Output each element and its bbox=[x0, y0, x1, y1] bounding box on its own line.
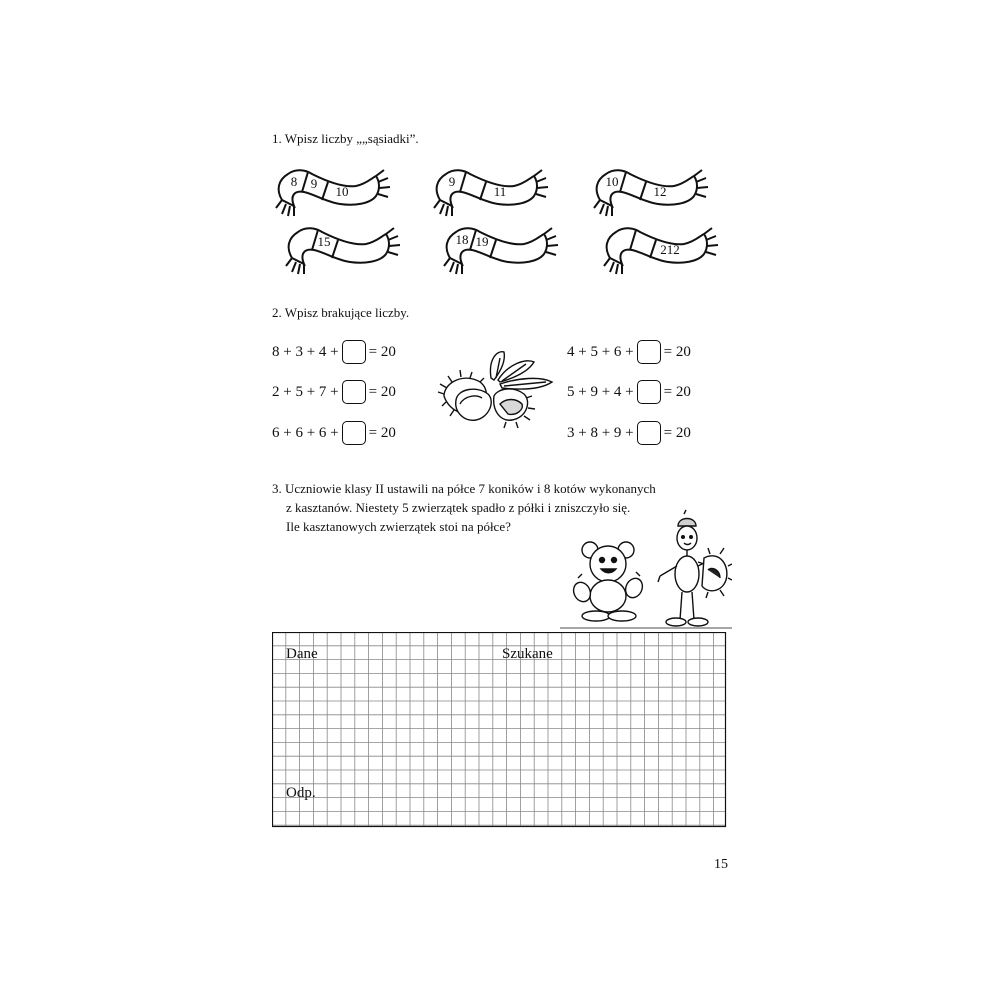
scarf-number: 18 bbox=[455, 232, 469, 247]
equation-result: = 20 bbox=[368, 343, 396, 360]
equation-result: = 20 bbox=[663, 424, 691, 441]
grid-label-odp: Odp. bbox=[286, 785, 316, 801]
scarf bbox=[272, 160, 402, 220]
equation-left-1 bbox=[272, 340, 396, 364]
scarf-number: 212 bbox=[660, 242, 680, 257]
task3-line-1: 3. Uczniowie klasy II ustawili na półce 7 koników i 8 kotów wykonanych bbox=[272, 481, 656, 496]
equation-left-3 bbox=[272, 421, 396, 445]
answer-box[interactable] bbox=[342, 340, 366, 364]
task3-line-2: z kasztanów. Niestety 5 zwierzątek spadło z półki i zniszczyło się. bbox=[286, 500, 631, 515]
equation-result: = 20 bbox=[663, 343, 691, 360]
equation-expr: 8 + 3 + 4 + bbox=[272, 343, 339, 360]
scarf-number: 10 bbox=[335, 184, 349, 199]
equation-result: = 20 bbox=[368, 383, 396, 400]
grid-label-dane: Dane bbox=[286, 646, 318, 662]
task1-title: 1. Wpisz liczby „„sąsiadki”. bbox=[272, 131, 419, 146]
scarf bbox=[600, 218, 730, 278]
scarf-number: 10 bbox=[605, 174, 619, 189]
scarf-number: 9 bbox=[310, 176, 318, 191]
equation-expr: 6 + 6 + 6 + bbox=[272, 424, 339, 441]
equation-expr: 2 + 5 + 7 + bbox=[272, 383, 339, 400]
answer-grid[interactable] bbox=[272, 632, 728, 828]
page-number: 15 bbox=[714, 857, 728, 872]
scarf-number: 9 bbox=[448, 174, 456, 189]
equation-expr: 4 + 5 + 6 + bbox=[567, 343, 634, 360]
equation-result: = 20 bbox=[663, 383, 691, 400]
equation-expr: 5 + 9 + 4 + bbox=[567, 383, 634, 400]
chestnut-leaves-illustration bbox=[436, 348, 556, 430]
scarf-number: 11 bbox=[493, 184, 507, 199]
grid-label-szukane: Szukane bbox=[502, 646, 553, 662]
equation-expr: 3 + 8 + 9 + bbox=[567, 424, 634, 441]
task2-title: 2. Wpisz brakujące liczby. bbox=[272, 305, 410, 320]
scarf-number: 19 bbox=[475, 234, 489, 249]
scarf bbox=[282, 218, 412, 278]
scarf bbox=[440, 218, 570, 278]
answer-box[interactable] bbox=[637, 380, 661, 404]
answer-box[interactable] bbox=[637, 421, 661, 445]
answer-box[interactable] bbox=[342, 380, 366, 404]
scarf bbox=[590, 160, 720, 220]
equation-right-3 bbox=[567, 421, 691, 445]
equation-left-2 bbox=[272, 380, 396, 404]
scarf-number: 8 bbox=[290, 174, 298, 189]
answer-box[interactable] bbox=[342, 421, 366, 445]
equation-right-1 bbox=[567, 340, 691, 364]
scarf-number: 12 bbox=[653, 184, 667, 199]
task3-line-3: Ile kasztanowych zwierzątek stoi na półce? bbox=[286, 519, 511, 534]
scarf bbox=[430, 160, 560, 220]
answer-box[interactable] bbox=[637, 340, 661, 364]
chestnut-figures-illustration bbox=[560, 508, 732, 632]
scarf-number: 15 bbox=[317, 234, 331, 249]
equation-result: = 20 bbox=[368, 424, 396, 441]
equation-right-2 bbox=[567, 380, 691, 404]
